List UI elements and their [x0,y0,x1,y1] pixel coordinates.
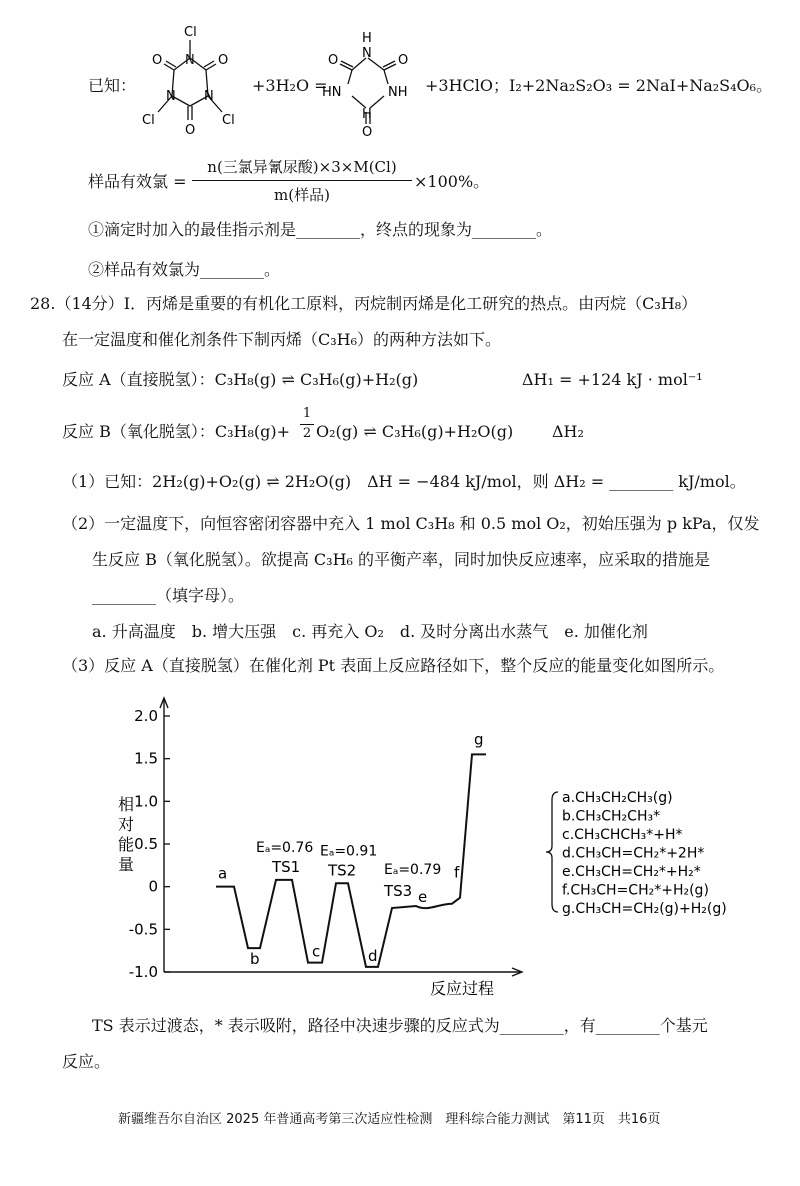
y-tick-label: 1.0 [134,792,158,811]
atom-cl-right: Cl [222,113,235,128]
reaction-a: 反应 A（直接脱氢）：C₃H₈(g) ⇌ C₃H₆(g)+H₂(g) [62,370,419,389]
reaction-water: +3H₂O = [252,76,328,95]
atom-o3: O [185,123,196,138]
sub-question-3: （3）反应 A（直接脱氢）在催化剂 Pt 表面上反应路径如下，整个反应的能量变化如图所示。 [62,656,725,675]
atom-o-bottom: O [362,125,373,140]
atom-h-top: H [362,31,372,46]
legend-entry: e.CH₃CH=CH₂*+H₂* [562,864,701,880]
y-tick-label: 0.5 [134,835,158,853]
y-tick-label: 1.5 [134,749,158,768]
point-label-ts2: TS2 [328,861,357,880]
point-label-a: a [218,864,228,883]
formula-suffix: ×100%。 [414,172,490,191]
formula-numerator: n(三氯异氰尿酸)×3×M(Cl) [207,158,397,176]
known-prefix: 已知： [88,76,137,95]
reaction-b-pre: 反应 B（氧化脱氢）：C₃H₈(g)+ [62,422,291,441]
atom-n3: N [204,89,214,104]
atom-o-left: O [328,53,339,68]
atom-o1: O [152,53,163,68]
atom-hn-left: HN [322,85,342,100]
formula-denominator: m(样品) [274,186,330,204]
problem-28-intro-2: 在一定温度和催化剂条件下制丙烯（C₃H₆）的两种方法如下。 [62,330,502,349]
point-label-ts3: TS3 [384,882,413,900]
atom-o-right: O [398,53,409,68]
atom-cl-left: Cl [142,113,155,128]
cyanuric-acid-structure [318,30,418,140]
legend-entry: d.CH₃CH=CH₂*+2H* [562,845,705,862]
sub-question-1: （1）已知：2H₂(g)+O₂(g) ⇌ 2H₂O(g) ΔH = −484 kJ/mol，则 ΔH₂ = ________ kJ/mol。 [62,472,746,491]
point-label-e: e [418,888,428,906]
question-effective-chlorine: ②样品有效氯为________。 [88,260,281,279]
reaction-b-dh: ΔH₂ [552,422,584,441]
y-tick-label: -1.0 [128,963,158,981]
legend-entry: c.CH₃CHCH₃*+H* [562,827,683,843]
atom-cl-top: Cl [184,25,197,40]
reaction-b-frac-den: 2 [302,426,312,441]
legend-entry: g.CH₃CH=CH₂(g)+H₂(g) [562,901,727,917]
point-label-f: f [454,863,460,882]
point-label-d: d [368,946,378,965]
legend-entry: b.CH₃CH₂CH₃* [562,808,661,825]
y-tick-label: -0.5 [128,920,158,939]
sub-question-2-line3: ________（填字母）。 [92,586,245,605]
atom-h-bottom: H [362,107,372,122]
formula-label: 样品有效氯 = [88,172,187,191]
atom-n2: N [166,89,176,104]
reaction-b-frac-num: 1 [302,406,312,421]
point-label-b: b [250,950,260,969]
point-label-g: g [474,730,484,749]
sub-question-2-line2: 生反应 B（氧化脱氢）。欲提高 C₃H₆ 的平衡产率，同时加快反应速率，应采取的措施是 [92,550,711,569]
ts-question-line1: TS 表示过渡态，* 表示吸附，路径中决速步骤的反应式为________，有________个基元 [92,1016,708,1035]
x-axis-label: 反应过程 [430,979,495,998]
atom-n1: N [185,53,195,68]
trichloroisocyanuric-acid-structure [130,20,250,140]
legend-entry: a.CH₃CH₂CH₃(g) [562,790,673,806]
question-indicator: ①滴定时加入的最佳指示剂是________，终点的现象为________。 [88,220,553,239]
sub-question-2-options: a. 升高温度 b. 增大压强 c. 再充入 O₂ d. 及时分离出水蒸气 e. 加催化剂 [92,622,648,641]
reaction-a-dh: ΔH₁ = +124 kJ · mol⁻¹ [522,370,703,389]
atom-o2: O [218,53,229,68]
y-tick-label: 2.0 [134,707,158,725]
energy-profile-chart [100,690,780,1000]
activation-energy-ts1: Eₐ=0.76 [256,839,314,856]
sub-question-2-line1: （2）一定温度下，向恒容密闭容器中充入 1 mol C₃H₈ 和 0.5 mol O₂，初始压强为 p kPa，仅发 [62,514,760,533]
atom-nh-right: NH [388,85,408,100]
point-label-c: c [312,942,321,961]
formula-bar [192,180,412,181]
legend-brace [546,792,558,912]
reaction-products: +3HClO；I₂+2Na₂S₂O₃ = 2NaI+Na₂S₄O₆。 [425,76,773,95]
page-footer: 新疆维吾尔自治区 2025 年普通高考第三次适应性检测 理科综合能力测试 第11页 共16页 [118,1112,661,1127]
y-axis-label: 相 对 能 量 [118,795,135,874]
problem-28-intro: 28.（14分）Ⅰ．丙烯是重要的有机化工原料，丙烷制丙烯是化工研究的热点。由丙烷（C₃H₈） [30,294,698,313]
ts-question-line2: 反应。 [62,1052,111,1071]
y-tick-label: 0 [148,877,158,896]
atom-n-top: N [362,46,372,61]
activation-energy-ts2: Eₐ=0.91 [320,843,378,860]
point-label-ts1: TS1 [272,857,301,876]
activation-energy-ts3: Eₐ=0.79 [384,862,442,878]
reaction-b-frac-bar [300,424,314,425]
legend-entry: f.CH₃CH=CH₂*+H₂(g) [562,882,709,899]
reaction-b-post: O₂(g) ⇌ C₃H₆(g)+H₂O(g) [316,422,514,441]
